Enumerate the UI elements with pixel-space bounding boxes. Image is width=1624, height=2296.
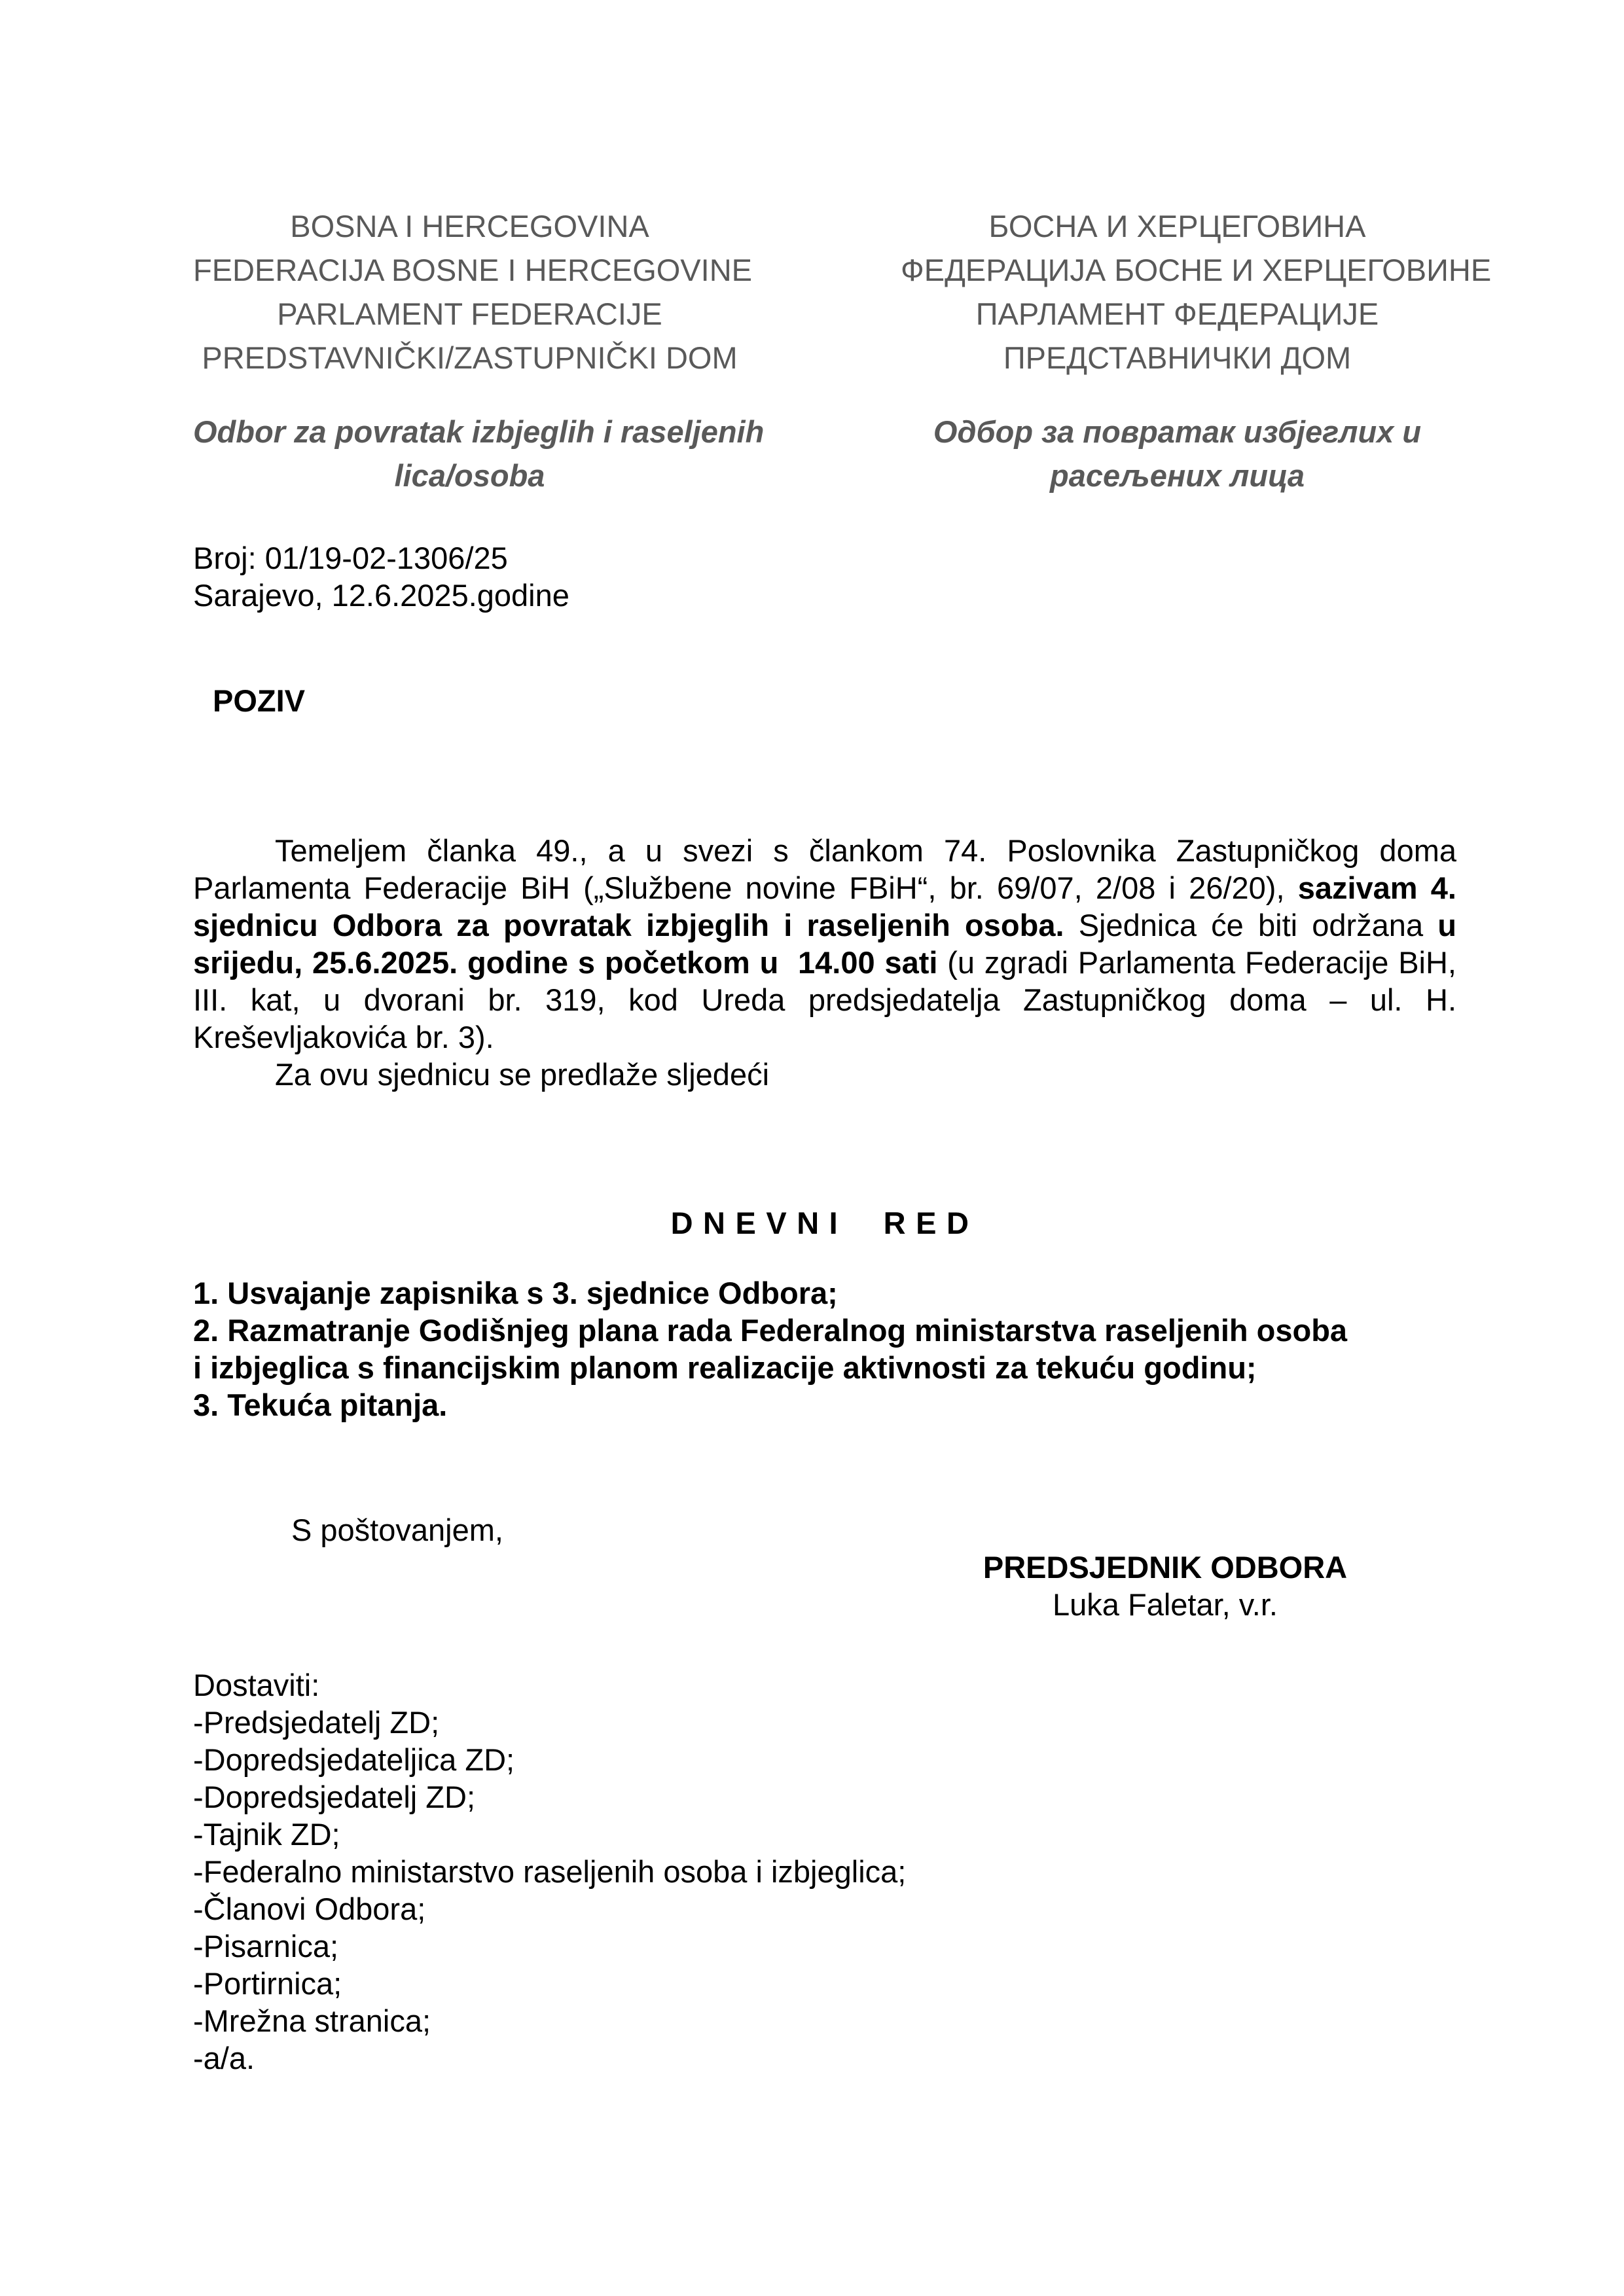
document-title: POZIV (213, 683, 306, 718)
letterhead (193, 204, 1492, 497)
distribution-item: -Federalno ministarstvo raseljenih osoba i izbjeglica; (193, 1854, 907, 1889)
signature-block (962, 1549, 1368, 1623)
distribution-item: -Predsjedatelj ZD; (193, 1705, 440, 1740)
letterhead-right-line-1: БОСНА И ХЕРЦЕГОВИНА (988, 209, 1366, 243)
letterhead-right-column (901, 204, 1492, 497)
letterhead-left-line-1: BOSNA I HERCEGOVINA (290, 209, 649, 243)
distribution-heading: Dostaviti: (193, 1668, 320, 1702)
letterhead-right-line-4: ПРЕДСТАВНИЧКИ ДОМ (1003, 340, 1352, 375)
agenda-item-line: i izbjeglica s financijskim planom realizacije aktivnosti za tekuću godinu; (193, 1350, 1257, 1385)
agenda-list (193, 1274, 1456, 1424)
committee-name-cyrillic (901, 410, 1454, 497)
body-second-paragraph: Za ovu sjednicu se predlaže sljedeći (275, 1057, 770, 1092)
signer-name: Luka Faletar, v.r. (1053, 1587, 1278, 1622)
committee-name-latin (193, 410, 765, 497)
distribution-item: -Dopredsjedateljica ZD; (193, 1742, 515, 1777)
distribution-item: -Članovi Odbora; (193, 1892, 426, 1926)
agenda-item-line: 2. Razmatranje Godišnjeg plana rada Federalnog ministarstva raseljenih osoba (193, 1313, 1348, 1348)
reference-place-date: Sarajevo, 12.6.2025.godine (193, 578, 569, 613)
committee-name-latin-line-2: lica/osoba (394, 458, 545, 493)
paragraph-segment: Temeljem članka 49., a u svezi s člankom 74. Poslovnika Zastupničkog doma Parlamenta Federacije BiH („Službene novine FBiH“, br. 69/07, 2/08 i 26/20), (193, 833, 1456, 905)
paragraph-segment: (u zgradi Parlamenta Federacije BiH, III. kat, u dvorani br. 319, kod Ureda predsjedatelja Zastupničkog doma – ul. H. Kreševljakovića br. 3). (193, 945, 1456, 1054)
committee-name-latin-line-1: Odbor za povratak izbjeglih i raseljenih (193, 414, 765, 449)
distribution-item: -Tajnik ZD; (193, 1817, 340, 1852)
letterhead-left-column (193, 204, 765, 497)
committee-name-cyrillic-line-1: Одбор за повратак избјеглих и (933, 414, 1422, 449)
letterhead-right-line-2: ФЕДЕРАЦИЈА БОСНЕ И ХЕРЦЕГОВИНЕ (901, 253, 1492, 287)
distribution-item: -Portirnica; (193, 1966, 342, 2001)
letterhead-right-line-3: ПАРЛАМЕНТ ФЕДЕРАЦИЈЕ (975, 296, 1379, 331)
letterhead-left-line-2: FEDERACIJA BOSNE I HERCEGOVINE (193, 253, 753, 287)
reference-number: Broj: 01/19-02-1306/25 (193, 541, 508, 575)
reference-block (193, 539, 1456, 614)
agenda-item-line: 1. Usvajanje zapisnika s 3. sjednice Odbora; (193, 1276, 838, 1310)
body-paragraph (193, 832, 1456, 1056)
paragraph-segment-bold: u srijedu, 25.6.2025. godine s početkom u 14.00 sati (193, 908, 1456, 980)
distribution-item: -a/a. (193, 2041, 255, 2075)
salutation: S poštovanjem, (291, 1513, 503, 1547)
distribution-item: -Mrežna stranica; (193, 2003, 431, 2038)
agenda-item-line: 3. Tekuća pitanja. (193, 1388, 448, 1422)
signer-title: PREDSJEDNIK ODBORA (983, 1550, 1348, 1585)
paragraph-segment: Sjednica će biti održana (1064, 908, 1438, 942)
paragraph-segment-bold: sazivam 4. sjednicu Odbora za povratak izbjeglih i raseljenih osoba. (193, 870, 1456, 942)
letterhead-left-line-4: PREDSTAVNIČKI/ZASTUPNIČKI DOM (202, 340, 738, 375)
committee-name-cyrillic-line-2: расељених лица (1050, 458, 1305, 493)
distribution-list (193, 1666, 1456, 2077)
distribution-item: -Dopredsjedatelj ZD; (193, 1780, 476, 1814)
agenda-heading: DNEVNI RED (670, 1206, 979, 1240)
distribution-item: -Pisarnica; (193, 1929, 339, 1964)
letterhead-left-line-3: PARLAMENT FEDERACIJE (277, 296, 662, 331)
